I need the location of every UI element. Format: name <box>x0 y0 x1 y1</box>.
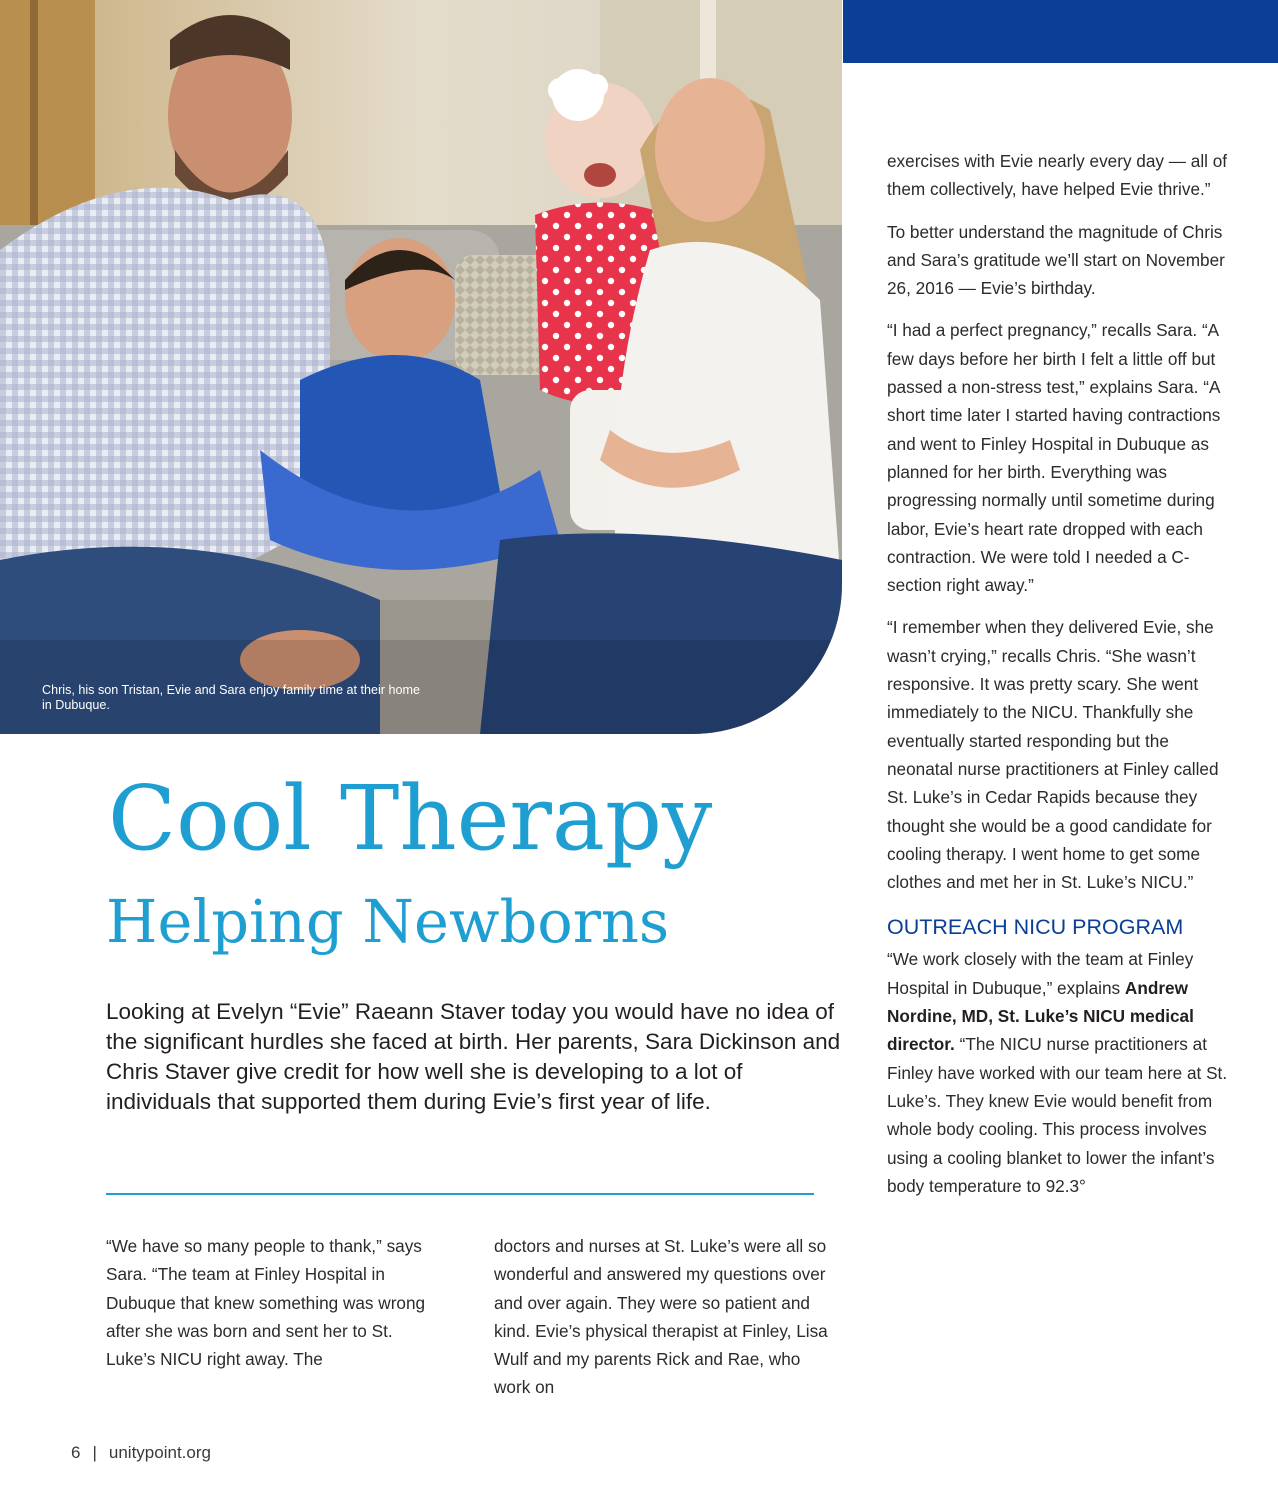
website-link[interactable]: unitypoint.org <box>108 1443 211 1462</box>
doctor-name: Andrew Nordine, MD, St. Luke’s NICU medical director. <box>887 977 1194 1055</box>
section-heading: OUTREACH NICU PROGRAM <box>887 915 1184 940</box>
body-paragraph: “We have so many people to thank,” says Sara. “The team at Finley Hospital in Dubuque that knew something was wrong after she was born and sent her to St. Luke’s NICU right away. The <box>106 1236 426 1370</box>
body-paragraph: exercises with Evie nearly every day — all of them collectively, have helped Evie thrive.” <box>887 151 1228 200</box>
family-photo-illustration <box>0 0 842 734</box>
article-intro: Looking at Evelyn “Evie” Raeann Staver today you would have no idea of the significant hurdles she faced at birth. Her parents, Sara Dickinson and Chris Staver give credit for how well she is developing to a lot of individuals that supported them during Evie’s first year of life. <box>106 999 841 1114</box>
body-column-1 <box>106 1232 446 1387</box>
header-accent-bar <box>843 0 1278 63</box>
body-paragraph <box>887 945 1237 1200</box>
article-title: Cool Therapy <box>108 766 713 870</box>
body-paragraph: doctors and nurses at St. Luke’s were all so wonderful and answered my questions over and over again. They were so patient and kind. Evie’s physical therapist at Finley, Lisa Wulf and my parents Rick and Rae, who work on <box>494 1236 828 1398</box>
body-paragraph: “I remember when they delivered Evie, she wasn’t crying,” recalls Chris. “She wasn’t responsive. It was pretty scary. She went immediately to the NICU. Thankfully she eventually started responding but the neonatal nurse practitioners at Finley called St. Luke’s in Cedar Rapids because they thought she would be a good candidate for cooling therapy. I went home to get some clothes and met her in St. Luke’s NICU.” <box>887 617 1219 893</box>
page-number: 6 <box>71 1443 81 1462</box>
divider <box>106 1193 814 1195</box>
footer-separator: | <box>92 1443 97 1462</box>
body-column-2 <box>494 1232 839 1416</box>
photo-caption: Chris, his son Tristan, Evie and Sara enjoy family time at their home in Dubuque. <box>42 683 420 712</box>
article-subtitle: Helping Newborns <box>106 887 670 956</box>
paragraph-end: “The NICU nurse practitioners at Finley have worked with our team here at St. Luke’s. They knew Evie would benefit from whole body cooling. This process involves using a cooling blanket to lower the infant’s body temperature to 92.3° <box>887 1034 1228 1196</box>
paragraph-start: “We work closely with the team at Finley Hospital in Dubuque,” explains <box>887 949 1194 998</box>
body-column-3 <box>887 147 1237 1214</box>
body-paragraph: To better understand the magnitude of Chris and Sara’s gratitude we’ll start on November 26, 2016 — Evie’s birthday. <box>887 221 1225 299</box>
family-photo <box>0 0 842 734</box>
body-paragraph: “I had a perfect pregnancy,” recalls Sara. “A few days before her birth I felt a little off but passed a non-stress test,” explains Sara. “A short time later I started having contractions and went to Finley Hospital in Dubuque as planned for her birth. Everything was progressing normally until sometime during labor, Evie’s heart rate dropped with each contraction. We were told I needed a C-section right away.” <box>887 320 1221 596</box>
page-footer <box>71 1441 211 1465</box>
